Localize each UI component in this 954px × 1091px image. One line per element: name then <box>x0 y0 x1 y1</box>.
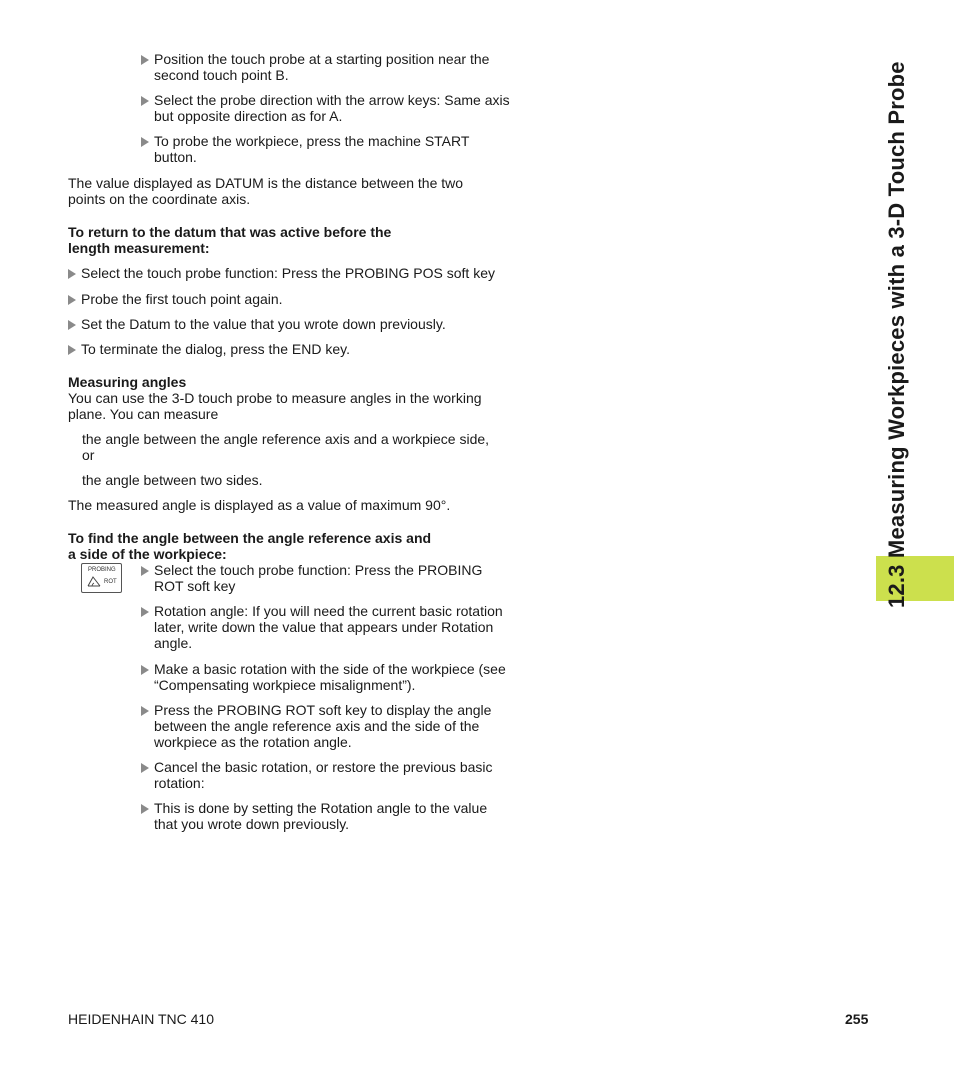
softkey-label-line1: PROBING <box>88 567 116 573</box>
page-number: 255 <box>845 1011 869 1027</box>
step-item <box>141 133 514 165</box>
step-item <box>141 51 514 83</box>
step-item <box>141 759 514 791</box>
list-item: the angle between the angle reference axis and a workpiece side, or <box>82 431 490 463</box>
arrow-bullet-icon <box>141 96 149 106</box>
probe-rotation-icon <box>86 574 102 588</box>
step-text: Set the Datum to the value that you wrote down previously. <box>81 316 446 332</box>
list-item: the angle between two sides. <box>82 472 263 488</box>
step-text: This is done by setting the Rotation angle to the value that you wrote down previously. <box>154 800 488 832</box>
step-item <box>141 702 514 750</box>
arrow-bullet-icon <box>141 55 149 65</box>
step-text: Rotation angle: If you will need the current basic rotation later, write down the value that appears under Rotation angle. <box>154 603 503 651</box>
footer-product: HEIDENHAIN TNC 410 <box>68 1011 215 1027</box>
step-item <box>141 562 514 594</box>
step-text: Select the touch probe function: Press the PROBING POS soft key <box>81 265 495 281</box>
datum-paragraph: The value displayed as DATUM is the distance between the two points on the coordinate axis. <box>68 175 464 207</box>
step-item <box>141 603 514 651</box>
return-heading-line1: To return to the datum that was active before the <box>68 224 392 240</box>
arrow-bullet-icon <box>68 269 76 279</box>
find-heading-line1: To find the angle between the angle reference axis and <box>68 530 432 546</box>
arrow-bullet-icon <box>141 763 149 773</box>
arrow-bullet-icon <box>68 295 76 305</box>
step-text: Make a basic rotation with the side of the workpiece (see “Compensating workpiece misalignment”). <box>154 661 506 693</box>
arrow-bullet-icon <box>68 345 76 355</box>
step-item <box>68 341 526 357</box>
arrow-bullet-icon <box>141 804 149 814</box>
step-item <box>68 265 526 281</box>
step-item <box>141 661 514 693</box>
chapter-title: 12.3 Measuring Workpieces with a 3-D Touch Probe <box>884 61 909 608</box>
find-heading-line2: a side of the workpiece: <box>68 546 227 562</box>
probing-rot-softkey <box>81 563 122 593</box>
step-text: Select the probe direction with the arrow keys: Same axis but opposite direction as for A. <box>154 92 510 124</box>
step-text: Position the touch probe at a starting position near the second touch point B. <box>154 51 490 83</box>
step-item <box>68 291 526 307</box>
step-text: Press the PROBING ROT soft key to display the angle between the angle reference axis and the side of the workpiece as the rotation angle. <box>154 702 492 750</box>
step-item <box>68 316 526 332</box>
step-text: To terminate the dialog, press the END key. <box>81 341 350 357</box>
step-text: Select the touch probe function: Press the PROBING ROT soft key <box>154 562 483 594</box>
return-heading-line2: length measurement: <box>68 240 210 256</box>
step-item <box>141 800 514 832</box>
arrow-bullet-icon <box>141 665 149 675</box>
arrow-bullet-icon <box>141 137 149 147</box>
step-text: To probe the workpiece, press the machine START button. <box>154 133 470 165</box>
max-angle-note: The measured angle is displayed as a value of maximum 90°. <box>68 497 451 513</box>
step-text: Cancel the basic rotation, or restore the previous basic rotation: <box>154 759 493 791</box>
arrow-bullet-icon <box>68 320 76 330</box>
arrow-bullet-icon <box>141 566 149 576</box>
step-text: Probe the first touch point again. <box>81 291 283 307</box>
arrow-bullet-icon <box>141 607 149 617</box>
step-item <box>141 92 514 124</box>
section-heading: Measuring angles <box>68 374 187 390</box>
measuring-intro: You can use the 3-D touch probe to measure angles in the working plane. You can measure <box>68 390 482 422</box>
softkey-label-line2: ROT <box>104 579 117 585</box>
arrow-bullet-icon <box>141 706 149 716</box>
